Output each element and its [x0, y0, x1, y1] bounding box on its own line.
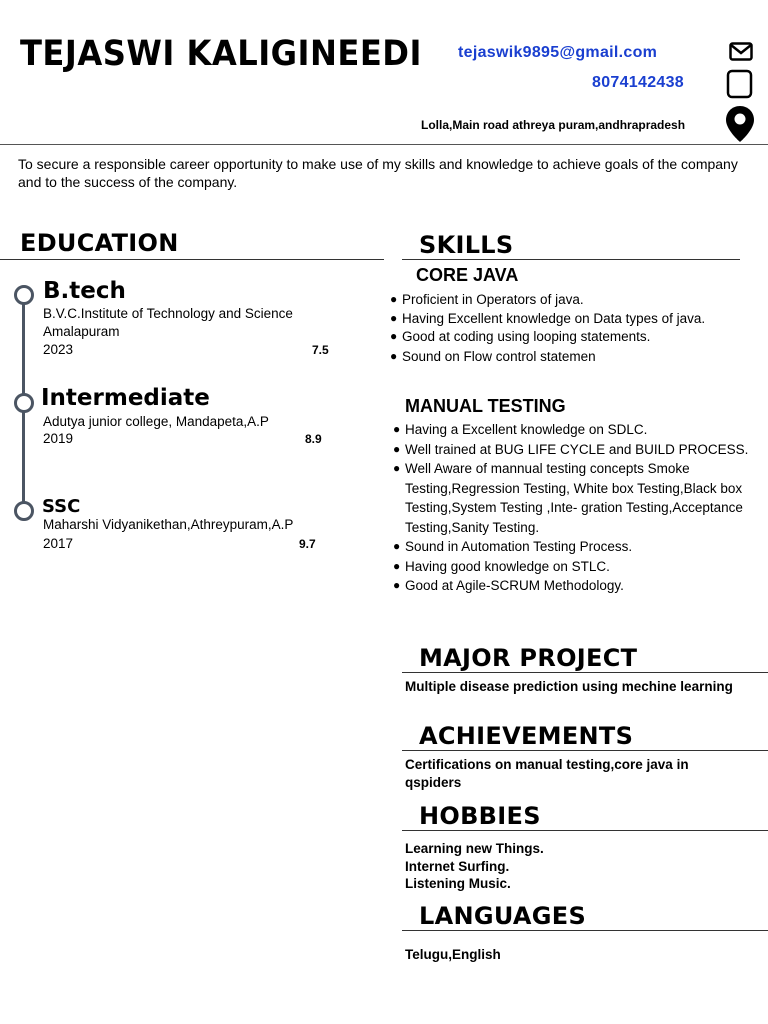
major-project-text: Multiple disease prediction using mechine learning: [405, 679, 733, 694]
hobbies-heading: HOBBIES: [419, 802, 541, 830]
major-project-heading: MAJOR PROJECT: [419, 644, 638, 672]
languages-heading: LANGUAGES: [419, 902, 587, 930]
education-divider: [0, 259, 384, 260]
list-item: Learning new Things.: [405, 841, 544, 856]
list-item: ● Sound on Flow control statemen: [390, 348, 596, 364]
core-java-heading: CORE JAVA: [416, 265, 519, 285]
languages-divider: [402, 930, 768, 931]
list-item: ● Having a Excellent knowledge on SDLC.: [393, 422, 648, 437]
education-score: 8.9: [305, 432, 322, 446]
hobbies-divider: [402, 830, 768, 831]
education-year: 2019: [43, 431, 74, 446]
skills-heading: SKILLS: [419, 231, 514, 259]
core-java-list: [390, 290, 732, 366]
list-item: ● Well Aware of mannual testing concepts Smoke Testing,Regression Testing, White box Testing,Black box Testing,System Testing ,Inte- gration Testing,Acceptance Testing,Sanity Testing.: [393, 461, 743, 535]
candidate-name: TEJASWI KALIGINEEDI: [20, 34, 422, 74]
education-institution: B.V.C.Institute of Technology and Science: [43, 306, 293, 321]
location-pin-icon: [724, 104, 756, 144]
achievements-divider: [402, 750, 768, 751]
education-score: 7.5: [312, 343, 329, 357]
timeline-dot: [14, 393, 34, 413]
major-project-divider: [402, 672, 768, 673]
career-objective: To secure a responsible career opportunity to make use of my skills and knowledge to achieve goals of the company and to the success of the company.: [18, 156, 738, 190]
header-divider: [0, 144, 768, 145]
education-degree: SSC: [42, 496, 81, 517]
phone-number[interactable]: 8074142438: [592, 74, 684, 91]
list-item: ● Sound in Automation Testing Process.: [393, 539, 633, 554]
skills-divider: [402, 259, 740, 260]
achievements-heading: ACHIEVEMENTS: [419, 722, 634, 750]
education-degree: Intermediate: [41, 385, 210, 411]
list-item: ● Proficient in Operators of java.: [390, 292, 584, 307]
manual-testing-heading: MANUAL TESTING: [405, 396, 566, 416]
hobbies-list: [405, 840, 544, 893]
languages-text: Telugu,English: [405, 947, 501, 962]
envelope-icon: [729, 42, 753, 61]
education-score: 9.7: [299, 537, 316, 551]
address: Lolla,Main road athreya puram,andhrapradesh: [421, 118, 686, 132]
phone-icon: [726, 69, 753, 99]
list-item: ● Having good knowledge on STLC.: [393, 558, 610, 574]
manual-testing-list: [393, 420, 753, 596]
list-item: ● Good at coding using looping statements.: [390, 329, 651, 344]
list-item: ● Good at Agile-SCRUM Methodology.: [393, 578, 624, 593]
education-institution: Maharshi Vidyanikethan,Athreypuram,A.P: [43, 517, 294, 532]
education-degree: B.tech: [43, 278, 126, 304]
list-item: Listening Music.: [405, 876, 511, 891]
timeline-dot: [14, 285, 34, 305]
education-year: 2023: [43, 342, 74, 357]
education-year: 2017: [43, 536, 74, 551]
list-item: ● Having Excellent knowledge on Data types of java.: [390, 310, 706, 326]
list-item: Internet Surfing.: [405, 858, 510, 874]
list-item: ● Well trained at BUG LIFE CYCLE and BUILD PROCESS.: [393, 441, 749, 457]
timeline-dot: [14, 501, 34, 521]
email-link[interactable]: tejaswik9895@gmail.com: [458, 44, 658, 61]
education-location: Amalapuram: [43, 324, 120, 339]
achievements-text: Certifications on manual testing,core java in qspiders: [405, 757, 689, 790]
education-heading: EDUCATION: [20, 229, 179, 257]
education-institution: Adutya junior college, Mandapeta,A.P: [43, 414, 269, 429]
